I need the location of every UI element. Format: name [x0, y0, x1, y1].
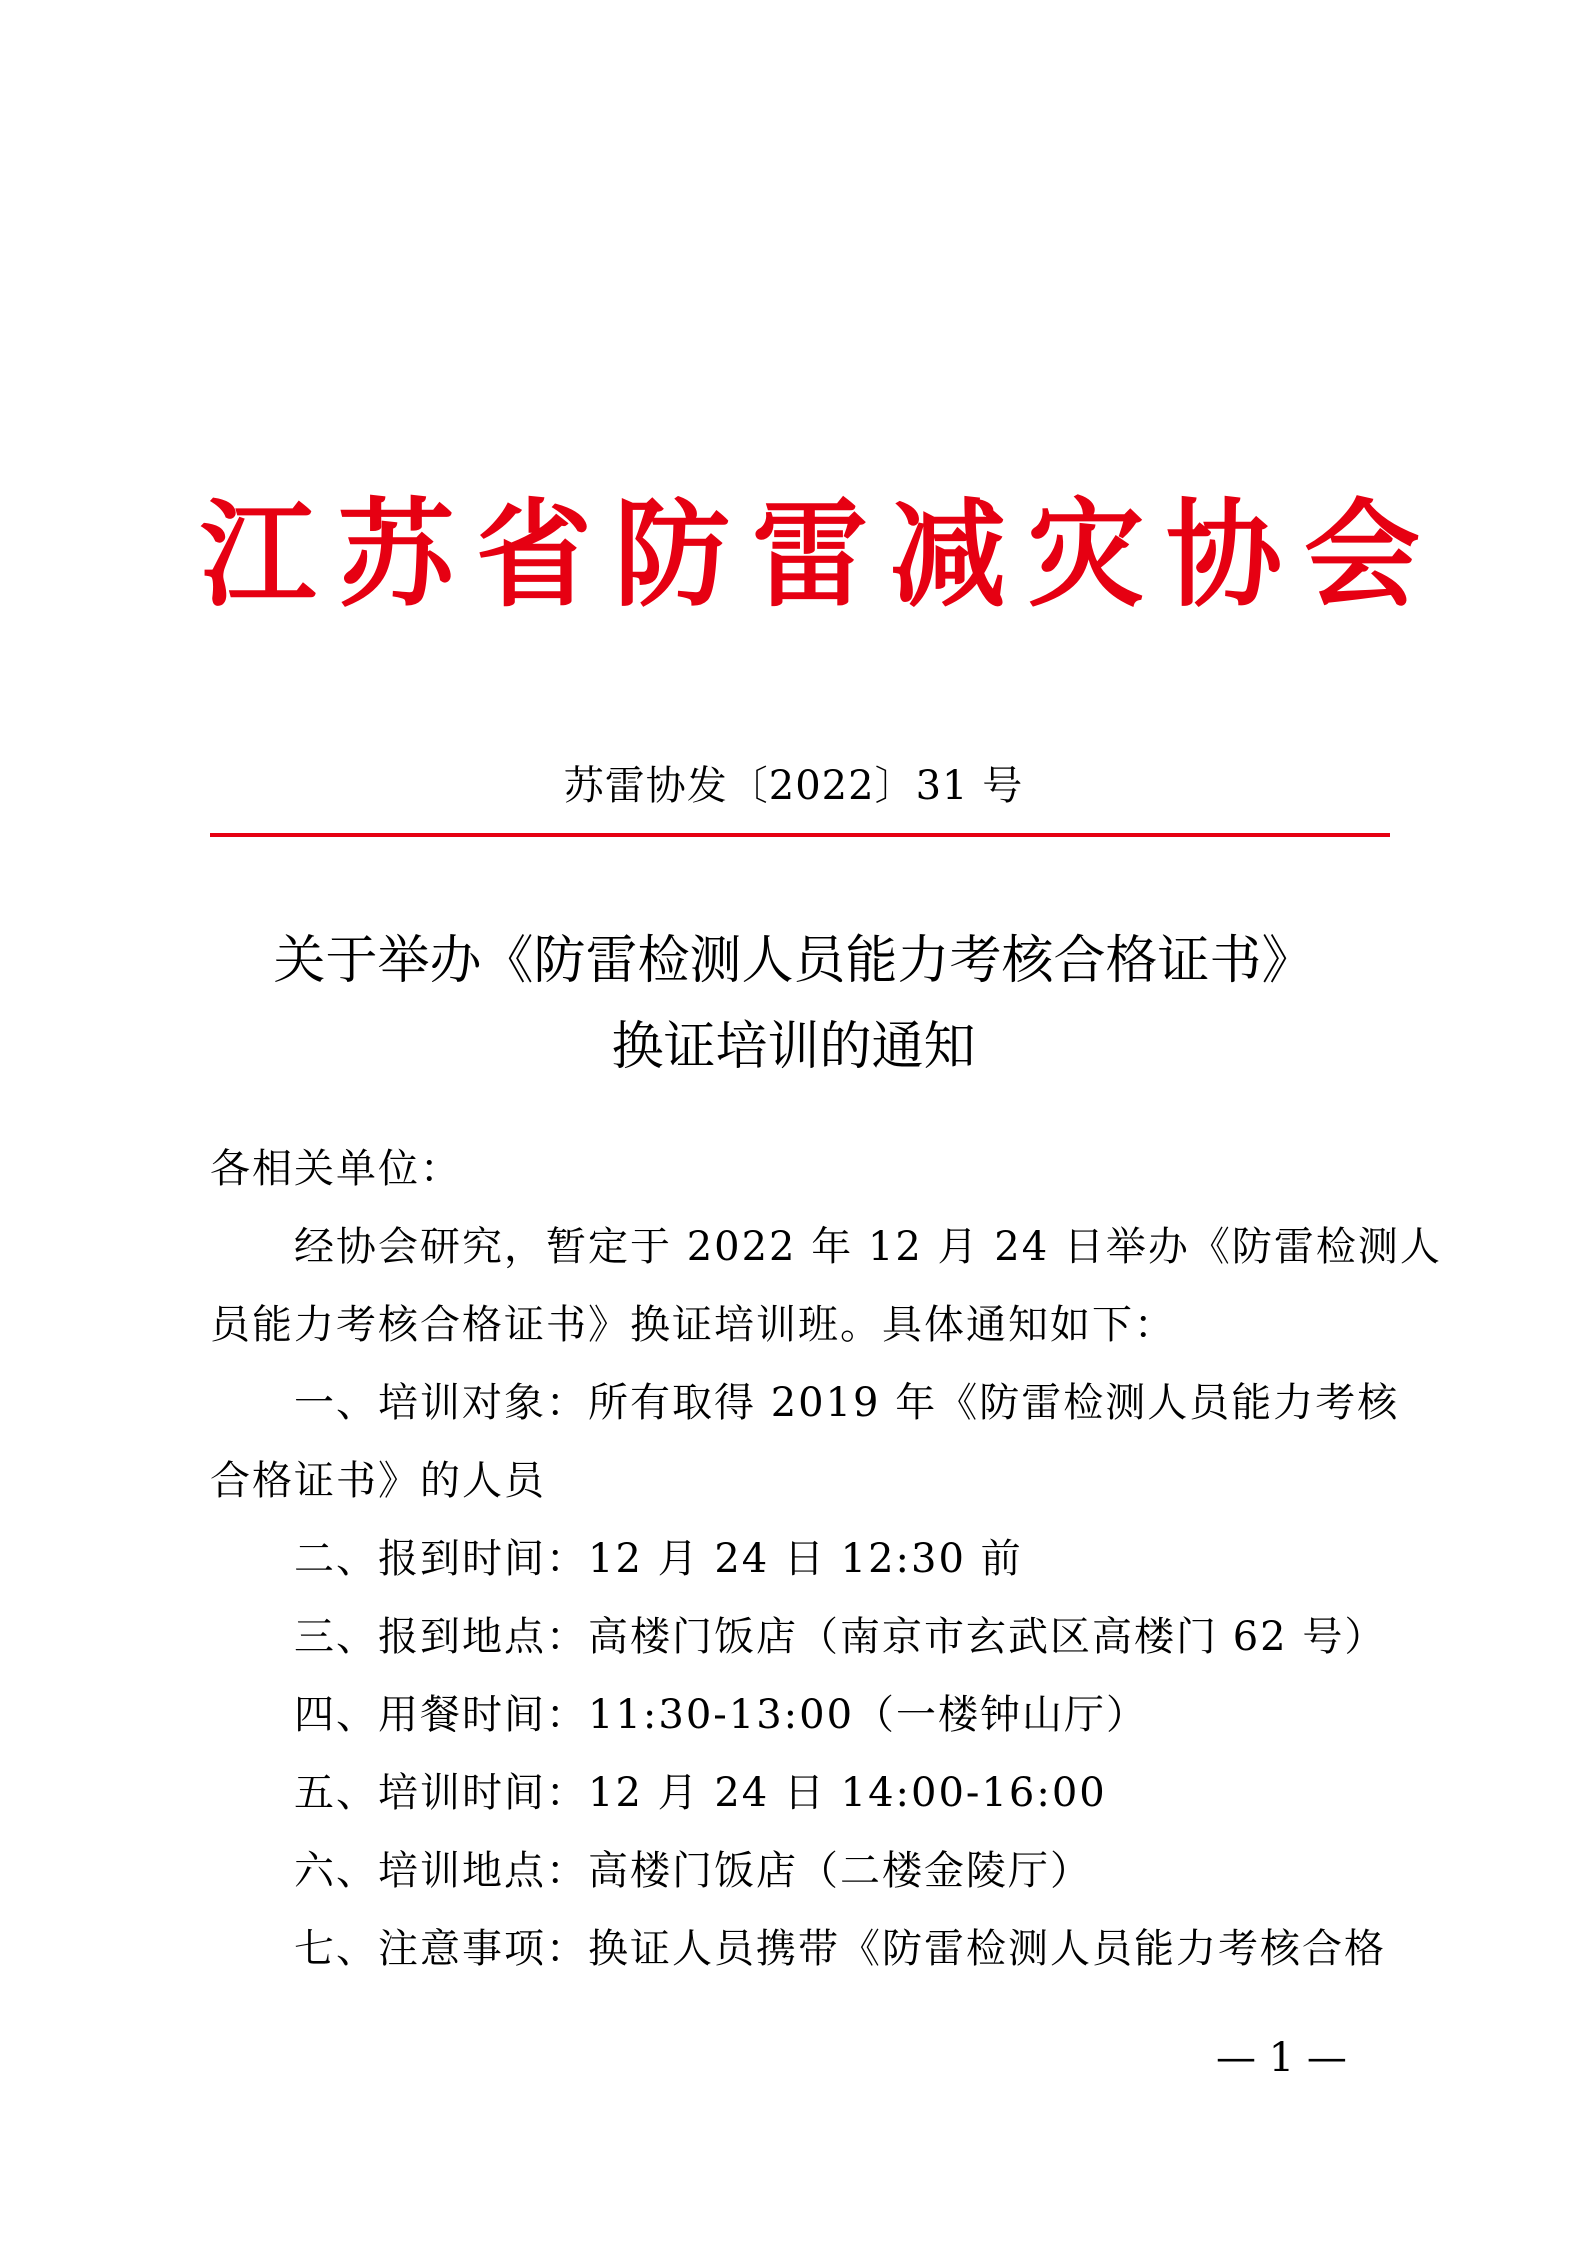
notice-title — [150, 918, 1437, 1090]
body-line: 七、注意事项：换证人员携带《防雷检测人员能力考核合格 — [294, 1926, 1386, 1972]
notice-title-line-2: 换证培训的通知 — [611, 1017, 976, 1077]
red-separator-line — [210, 833, 1390, 837]
body-line: 六、培训地点：高楼门饭店（二楼金陵厅） — [294, 1848, 1092, 1894]
salutation: 各相关单位： — [210, 1146, 462, 1192]
page-number: — 1 — — [1216, 2035, 1347, 2081]
body-line: 员能力考核合格证书》换证培训班。具体通知如下： — [210, 1302, 1176, 1348]
body-line: 四、用餐时间：11:30-13:00（一楼钟山厅） — [294, 1692, 1149, 1738]
body-line: 经协会研究，暂定于 2022 年 12 月 24 日举办《防雷检测人 — [294, 1224, 1442, 1270]
document-number: 苏雷协发〔2022〕31 号 — [563, 763, 1024, 809]
notice-title-line-1: 关于举办《防雷检测人员能力考核合格证书》 — [273, 931, 1314, 991]
body-line: 三、报到地点：高楼门饭店（南京市玄武区高楼门 62 号） — [294, 1614, 1387, 1660]
body-line: 二、报到时间：12 月 24 日 12:30 前 — [294, 1536, 1023, 1582]
body-line: 合格证书》的人员 — [210, 1458, 546, 1504]
notice-body — [210, 1130, 1442, 1988]
body-line: 一、培训对象：所有取得 2019 年《防雷检测人员能力考核 — [294, 1380, 1400, 1426]
body-line: 五、培训时间：12 月 24 日 14:00-16:00 — [294, 1770, 1107, 1816]
organization-name-header: 江苏省防雷减灾协会 — [200, 487, 1442, 623]
